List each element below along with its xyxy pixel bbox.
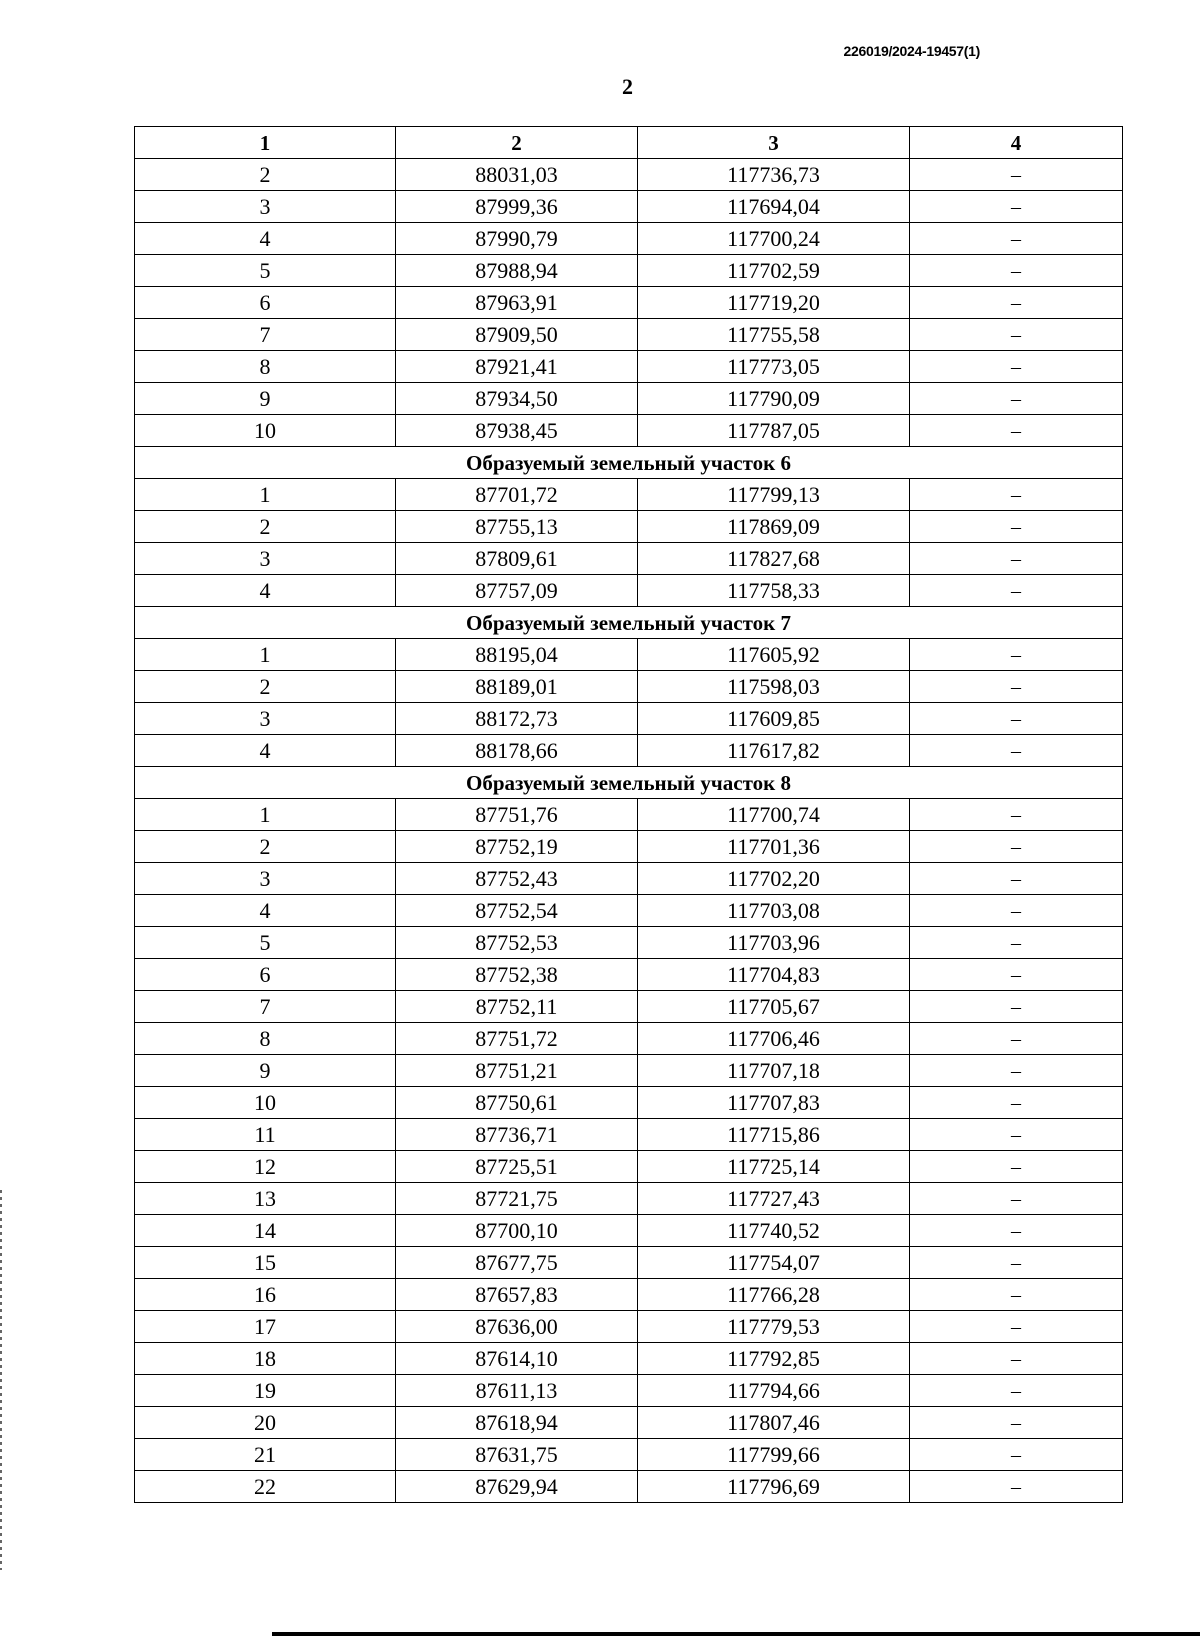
col4-cell: – <box>910 415 1123 447</box>
section-title: Образуемый земельный участок 6 <box>135 447 1123 479</box>
y-coordinate-cell: 117707,83 <box>638 1087 910 1119</box>
point-number-cell: 6 <box>135 287 396 319</box>
y-coordinate-cell: 117715,86 <box>638 1119 910 1151</box>
col4-cell: – <box>910 319 1123 351</box>
coordinates-table <box>134 126 1123 1503</box>
point-number-cell: 3 <box>135 543 396 575</box>
point-number-cell: 4 <box>135 735 396 767</box>
table-row <box>135 1471 1123 1503</box>
point-number-cell: 12 <box>135 1151 396 1183</box>
table-row <box>135 191 1123 223</box>
table-row <box>135 863 1123 895</box>
x-coordinate-cell: 87614,10 <box>396 1343 638 1375</box>
table-row <box>135 1343 1123 1375</box>
table-row <box>135 959 1123 991</box>
col4-cell: – <box>910 1407 1123 1439</box>
point-number-cell: 2 <box>135 831 396 863</box>
col4-cell: – <box>910 639 1123 671</box>
page-number: 2 <box>622 74 633 99</box>
x-coordinate-cell: 87921,41 <box>396 351 638 383</box>
col4-cell: – <box>910 671 1123 703</box>
col4-cell: – <box>910 1055 1123 1087</box>
point-number-cell: 3 <box>135 703 396 735</box>
y-coordinate-cell: 117702,20 <box>638 863 910 895</box>
table-row <box>135 895 1123 927</box>
table-row <box>135 671 1123 703</box>
x-coordinate-cell: 88189,01 <box>396 671 638 703</box>
x-coordinate-cell: 87809,61 <box>396 543 638 575</box>
table-row <box>135 543 1123 575</box>
y-coordinate-cell: 117705,67 <box>638 991 910 1023</box>
x-coordinate-cell: 87618,94 <box>396 1407 638 1439</box>
point-number-cell: 7 <box>135 319 396 351</box>
table-row <box>135 255 1123 287</box>
point-number-cell: 10 <box>135 415 396 447</box>
col4-cell: – <box>910 991 1123 1023</box>
table-row <box>135 1439 1123 1471</box>
y-coordinate-cell: 117787,05 <box>638 415 910 447</box>
x-coordinate-cell: 87752,53 <box>396 927 638 959</box>
table-row <box>135 1023 1123 1055</box>
col4-cell: – <box>910 1439 1123 1471</box>
y-coordinate-cell: 117779,53 <box>638 1311 910 1343</box>
table-row <box>135 575 1123 607</box>
point-number-cell: 17 <box>135 1311 396 1343</box>
header-col-1: 1 <box>135 127 396 159</box>
x-coordinate-cell: 87657,83 <box>396 1279 638 1311</box>
x-coordinate-cell: 87750,61 <box>396 1087 638 1119</box>
y-coordinate-cell: 117794,66 <box>638 1375 910 1407</box>
point-number-cell: 4 <box>135 895 396 927</box>
section-row <box>135 767 1123 799</box>
y-coordinate-cell: 117700,74 <box>638 799 910 831</box>
point-number-cell: 1 <box>135 799 396 831</box>
point-number-cell: 15 <box>135 1247 396 1279</box>
y-coordinate-cell: 117869,09 <box>638 511 910 543</box>
y-coordinate-cell: 117792,85 <box>638 1343 910 1375</box>
y-coordinate-cell: 117799,66 <box>638 1439 910 1471</box>
y-coordinate-cell: 117754,07 <box>638 1247 910 1279</box>
table-row <box>135 703 1123 735</box>
col4-cell: – <box>910 895 1123 927</box>
x-coordinate-cell: 87700,10 <box>396 1215 638 1247</box>
table-row <box>135 991 1123 1023</box>
col4-cell: – <box>910 1471 1123 1503</box>
table-row <box>135 735 1123 767</box>
section-title: Образуемый земельный участок 7 <box>135 607 1123 639</box>
x-coordinate-cell: 87755,13 <box>396 511 638 543</box>
point-number-cell: 14 <box>135 1215 396 1247</box>
y-coordinate-cell: 117790,09 <box>638 383 910 415</box>
y-coordinate-cell: 117773,05 <box>638 351 910 383</box>
point-number-cell: 9 <box>135 1055 396 1087</box>
point-number-cell: 4 <box>135 575 396 607</box>
point-number-cell: 18 <box>135 1343 396 1375</box>
col4-cell: – <box>910 1087 1123 1119</box>
table-row <box>135 511 1123 543</box>
x-coordinate-cell: 87751,76 <box>396 799 638 831</box>
x-coordinate-cell: 87752,11 <box>396 991 638 1023</box>
point-number-cell: 4 <box>135 223 396 255</box>
x-coordinate-cell: 87934,50 <box>396 383 638 415</box>
table-row <box>135 415 1123 447</box>
y-coordinate-cell: 117702,59 <box>638 255 910 287</box>
x-coordinate-cell: 87988,94 <box>396 255 638 287</box>
y-coordinate-cell: 117617,82 <box>638 735 910 767</box>
point-number-cell: 3 <box>135 191 396 223</box>
y-coordinate-cell: 117740,52 <box>638 1215 910 1247</box>
col4-cell: – <box>910 1151 1123 1183</box>
point-number-cell: 8 <box>135 351 396 383</box>
table-row <box>135 319 1123 351</box>
y-coordinate-cell: 117701,36 <box>638 831 910 863</box>
col4-cell: – <box>910 863 1123 895</box>
y-coordinate-cell: 117609,85 <box>638 703 910 735</box>
col4-cell: – <box>910 1311 1123 1343</box>
y-coordinate-cell: 117703,08 <box>638 895 910 927</box>
point-number-cell: 13 <box>135 1183 396 1215</box>
table-row <box>135 1375 1123 1407</box>
y-coordinate-cell: 117796,69 <box>638 1471 910 1503</box>
x-coordinate-cell: 87725,51 <box>396 1151 638 1183</box>
y-coordinate-cell: 117758,33 <box>638 575 910 607</box>
point-number-cell: 11 <box>135 1119 396 1151</box>
table-row <box>135 479 1123 511</box>
y-coordinate-cell: 117707,18 <box>638 1055 910 1087</box>
table-row <box>135 1055 1123 1087</box>
table-header-row <box>135 127 1123 159</box>
point-number-cell: 6 <box>135 959 396 991</box>
x-coordinate-cell: 88195,04 <box>396 639 638 671</box>
y-coordinate-cell: 117727,43 <box>638 1183 910 1215</box>
x-coordinate-cell: 87938,45 <box>396 415 638 447</box>
col4-cell: – <box>910 1343 1123 1375</box>
y-coordinate-cell: 117704,83 <box>638 959 910 991</box>
table-row <box>135 831 1123 863</box>
y-coordinate-cell: 117694,04 <box>638 191 910 223</box>
col4-cell: – <box>910 1119 1123 1151</box>
x-coordinate-cell: 87999,36 <box>396 191 638 223</box>
point-number-cell: 5 <box>135 927 396 959</box>
x-coordinate-cell: 88172,73 <box>396 703 638 735</box>
col4-cell: – <box>910 511 1123 543</box>
point-number-cell: 2 <box>135 511 396 543</box>
x-coordinate-cell: 87990,79 <box>396 223 638 255</box>
table-row <box>135 1311 1123 1343</box>
point-number-cell: 1 <box>135 479 396 511</box>
header-col-4: 4 <box>910 127 1123 159</box>
point-number-cell: 8 <box>135 1023 396 1055</box>
section-row <box>135 607 1123 639</box>
table-row <box>135 1215 1123 1247</box>
point-number-cell: 19 <box>135 1375 396 1407</box>
col4-cell: – <box>910 1247 1123 1279</box>
point-number-cell: 21 <box>135 1439 396 1471</box>
col4-cell: – <box>910 1375 1123 1407</box>
col4-cell: – <box>910 799 1123 831</box>
y-coordinate-cell: 117703,96 <box>638 927 910 959</box>
y-coordinate-cell: 117807,46 <box>638 1407 910 1439</box>
col4-cell: – <box>910 927 1123 959</box>
col4-cell: – <box>910 351 1123 383</box>
y-coordinate-cell: 117605,92 <box>638 639 910 671</box>
y-coordinate-cell: 117736,73 <box>638 159 910 191</box>
point-number-cell: 2 <box>135 159 396 191</box>
y-coordinate-cell: 117725,14 <box>638 1151 910 1183</box>
section-title: Образуемый земельный участок 8 <box>135 767 1123 799</box>
col4-cell: – <box>910 959 1123 991</box>
table-row <box>135 1183 1123 1215</box>
col4-cell: – <box>910 1183 1123 1215</box>
point-number-cell: 1 <box>135 639 396 671</box>
table-row <box>135 159 1123 191</box>
x-coordinate-cell: 87611,13 <box>396 1375 638 1407</box>
x-coordinate-cell: 87751,21 <box>396 1055 638 1087</box>
y-coordinate-cell: 117700,24 <box>638 223 910 255</box>
point-number-cell: 10 <box>135 1087 396 1119</box>
table-row <box>135 927 1123 959</box>
table-row <box>135 639 1123 671</box>
x-coordinate-cell: 87963,91 <box>396 287 638 319</box>
table-row <box>135 383 1123 415</box>
point-number-cell: 7 <box>135 991 396 1023</box>
y-coordinate-cell: 117706,46 <box>638 1023 910 1055</box>
col4-cell: – <box>910 1023 1123 1055</box>
x-coordinate-cell: 87752,43 <box>396 863 638 895</box>
x-coordinate-cell: 87721,75 <box>396 1183 638 1215</box>
y-coordinate-cell: 117719,20 <box>638 287 910 319</box>
x-coordinate-cell: 87736,71 <box>396 1119 638 1151</box>
col4-cell: – <box>910 703 1123 735</box>
table-row <box>135 1087 1123 1119</box>
col4-cell: – <box>910 223 1123 255</box>
y-coordinate-cell: 117598,03 <box>638 671 910 703</box>
point-number-cell: 3 <box>135 863 396 895</box>
table-row <box>135 1407 1123 1439</box>
col4-cell: – <box>910 255 1123 287</box>
table-body <box>135 159 1123 1503</box>
col4-cell: – <box>910 191 1123 223</box>
x-coordinate-cell: 87752,19 <box>396 831 638 863</box>
x-coordinate-cell: 87752,38 <box>396 959 638 991</box>
table-row <box>135 1119 1123 1151</box>
col4-cell: – <box>910 287 1123 319</box>
x-coordinate-cell: 87909,50 <box>396 319 638 351</box>
point-number-cell: 22 <box>135 1471 396 1503</box>
table-row <box>135 1247 1123 1279</box>
y-coordinate-cell: 117827,68 <box>638 543 910 575</box>
table-row <box>135 351 1123 383</box>
header-col-2: 2 <box>396 127 638 159</box>
x-coordinate-cell: 87677,75 <box>396 1247 638 1279</box>
x-coordinate-cell: 88178,66 <box>396 735 638 767</box>
point-number-cell: 2 <box>135 671 396 703</box>
document-id: 226019/2024-19457(1) <box>843 43 980 59</box>
x-coordinate-cell: 87629,94 <box>396 1471 638 1503</box>
col4-cell: – <box>910 1215 1123 1247</box>
point-number-cell: 16 <box>135 1279 396 1311</box>
col4-cell: – <box>910 479 1123 511</box>
col4-cell: – <box>910 1279 1123 1311</box>
x-coordinate-cell: 88031,03 <box>396 159 638 191</box>
x-coordinate-cell: 87757,09 <box>396 575 638 607</box>
col4-cell: – <box>910 383 1123 415</box>
y-coordinate-cell: 117766,28 <box>638 1279 910 1311</box>
table-row <box>135 799 1123 831</box>
scan-bottom-line <box>272 1632 1200 1636</box>
header-col-3: 3 <box>638 127 910 159</box>
x-coordinate-cell: 87752,54 <box>396 895 638 927</box>
point-number-cell: 20 <box>135 1407 396 1439</box>
table-row <box>135 223 1123 255</box>
x-coordinate-cell: 87636,00 <box>396 1311 638 1343</box>
table-row <box>135 1279 1123 1311</box>
col4-cell: – <box>910 831 1123 863</box>
y-coordinate-cell: 117755,58 <box>638 319 910 351</box>
col4-cell: – <box>910 159 1123 191</box>
y-coordinate-cell: 117799,13 <box>638 479 910 511</box>
section-row <box>135 447 1123 479</box>
point-number-cell: 5 <box>135 255 396 287</box>
x-coordinate-cell: 87701,72 <box>396 479 638 511</box>
col4-cell: – <box>910 543 1123 575</box>
scan-edge-artifact <box>0 1190 2 1570</box>
point-number-cell: 9 <box>135 383 396 415</box>
table-row <box>135 1151 1123 1183</box>
col4-cell: – <box>910 735 1123 767</box>
x-coordinate-cell: 87631,75 <box>396 1439 638 1471</box>
table-row <box>135 287 1123 319</box>
x-coordinate-cell: 87751,72 <box>396 1023 638 1055</box>
col4-cell: – <box>910 575 1123 607</box>
